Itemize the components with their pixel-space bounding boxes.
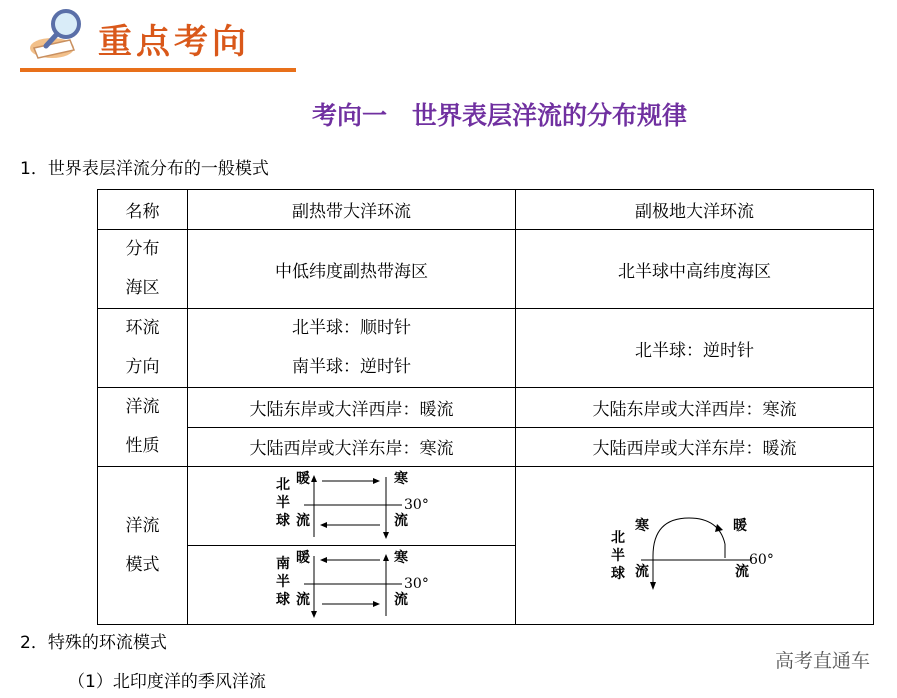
hemi-char: 北	[610, 529, 625, 546]
heading-general-pattern: 1．世界表层洋流分布的一般模式	[20, 159, 269, 179]
latitude-label: 60°	[748, 551, 774, 568]
cold-label: 寒	[393, 471, 408, 487]
header-subtropical: 副热带大洋环流	[188, 190, 516, 230]
south-pattern-diagram	[262, 548, 442, 622]
cold-label: 寒	[393, 550, 408, 566]
subpolar-nature-east: 大陆东岸或大洋西岸：寒流	[516, 388, 874, 428]
hemi-char: 球	[275, 513, 290, 529]
subtropical-area: 中低纬度副热带海区	[188, 230, 516, 309]
south-subtropical-pattern	[188, 546, 516, 625]
latitude-label: 30°	[403, 576, 429, 592]
polar-gyre-arc	[653, 518, 725, 584]
warm-label: 暖	[732, 517, 747, 534]
subtropical-nature-west: 大陆西岸或大洋东岸：寒流	[188, 427, 516, 467]
latitude-label: 30°	[403, 497, 429, 513]
subpolar-pattern-diagram	[605, 496, 785, 596]
header-name: 名称	[98, 190, 188, 230]
warm-label: 暖	[295, 471, 310, 487]
subpolar-direction: 北半球：逆时针	[516, 309, 874, 388]
subpolar-area: 北半球中高纬度海区	[516, 230, 874, 309]
hemi-char: 球	[275, 592, 290, 608]
watermark: 高考直通车	[774, 650, 870, 672]
subtropical-direction: 北半球：顺时针 南半球：逆时针	[188, 309, 516, 388]
north-subtropical-pattern	[188, 467, 516, 546]
warm-label: 暖	[295, 550, 310, 566]
flow-label: 流	[393, 592, 408, 608]
heading-monsoon-current: （1）北印度洋的季风洋流	[68, 672, 266, 692]
flow-label: 流	[634, 563, 649, 580]
flow-label: 流	[734, 563, 749, 580]
subtropical-nature-east: 大陆东岸或大洋西岸：暖流	[188, 388, 516, 428]
section-title: 考向一 世界表层洋流的分布规律	[312, 101, 688, 130]
hemi-char: 南	[275, 556, 290, 572]
subpolar-pattern	[516, 467, 874, 625]
subpolar-nature-west: 大陆西岸或大洋东岸：暖流	[516, 427, 874, 467]
flow-label: 流	[295, 592, 310, 608]
banner-title: 重点考向	[98, 22, 250, 62]
hemi-char: 半	[275, 495, 290, 511]
label-area: 分布 海区	[98, 230, 188, 309]
header-subpolar: 副极地大洋环流	[516, 190, 874, 230]
hemi-char: 半	[610, 547, 625, 564]
north-pattern-diagram	[262, 469, 442, 543]
label-nature: 洋流 性质	[98, 388, 188, 467]
flow-label: 流	[393, 513, 408, 529]
hemi-char: 球	[610, 565, 625, 582]
banner-divider	[20, 68, 296, 72]
label-direction: 环流 方向	[98, 309, 188, 388]
flow-label: 流	[295, 513, 310, 529]
hemi-char: 半	[275, 574, 290, 590]
ocean-current-table	[97, 189, 874, 625]
label-pattern: 洋流 模式	[98, 467, 188, 625]
cold-label: 寒	[634, 517, 649, 534]
hemi-char: 北	[275, 477, 290, 493]
heading-special-pattern: 2．特殊的环流模式	[20, 633, 167, 653]
